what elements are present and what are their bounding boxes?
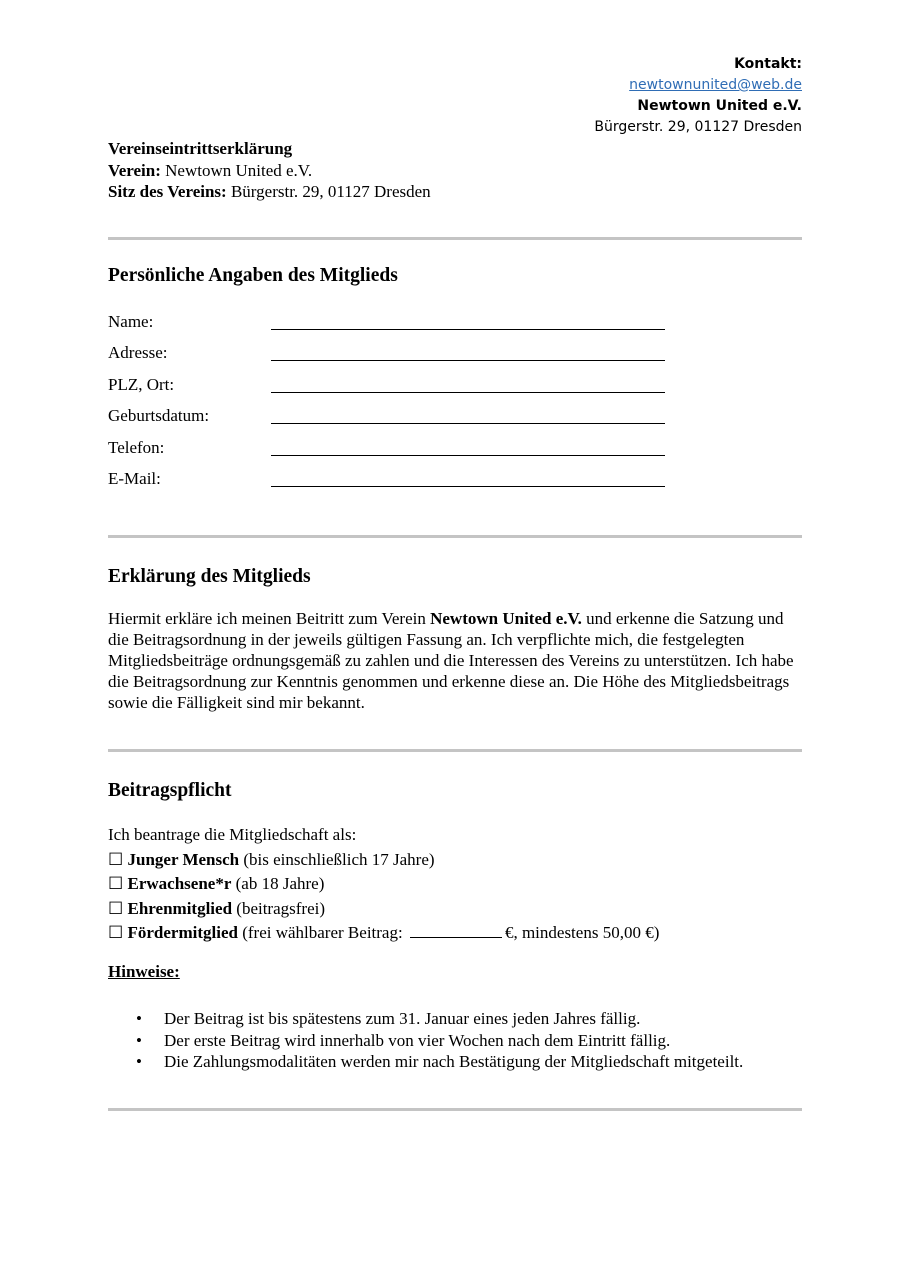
personal-fields xyxy=(108,308,668,496)
option-detail: (beitragsfrei) xyxy=(232,898,326,918)
field-label: Telefon: xyxy=(108,437,165,457)
email-input-line[interactable] xyxy=(271,486,665,487)
personal-heading: Persönliche Angaben des Mitglieds xyxy=(108,265,398,286)
name-input-line[interactable] xyxy=(271,329,665,330)
contact-address: Bürgerstr. 29, 01127 Dresden xyxy=(594,119,802,135)
field-row-email xyxy=(108,465,668,496)
amount-input-line[interactable] xyxy=(410,923,502,938)
contact-email-link[interactable]: newtownunited@web.de xyxy=(629,77,802,93)
list-item xyxy=(108,1008,743,1030)
field-label: PLZ, Ort: xyxy=(108,374,175,394)
bullet-icon: • xyxy=(136,1009,142,1028)
club-value: Newtown United e.V. xyxy=(160,160,313,180)
note-text: Der Beitrag ist bis spätestens zum 31. Januar eines jeden Jahres fällig. xyxy=(164,1009,641,1028)
option-label: Fördermitglied xyxy=(127,923,238,942)
field-label: E-Mail: xyxy=(108,468,161,488)
declaration-club-name: Newtown United e.V. xyxy=(430,609,582,628)
club-label: Verein: xyxy=(108,160,161,180)
option-detail: (bis einschließlich 17 Jahre) xyxy=(239,849,435,869)
option-label: Junger Mensch xyxy=(127,849,240,869)
note-text: Die Zahlungsmodalitäten werden mir nach Bestätigung der Mitgliedschaft mitgeteilt. xyxy=(164,1052,744,1071)
document-header xyxy=(108,138,431,203)
section-divider xyxy=(108,535,802,538)
contribution-options xyxy=(108,823,659,946)
option-detail: (ab 18 Jahre) xyxy=(231,874,325,893)
option-honorary xyxy=(108,897,659,922)
contribution-heading: Beitragspflicht xyxy=(108,780,232,801)
field-label: Geburtsdatum: xyxy=(108,406,210,426)
field-row-address xyxy=(108,339,668,370)
phone-input-line[interactable] xyxy=(271,455,665,456)
section-divider xyxy=(108,1108,802,1111)
option-supporting xyxy=(108,921,659,946)
declaration-heading: Erklärung des Mitglieds xyxy=(108,566,311,587)
bullet-icon: • xyxy=(136,1052,142,1071)
section-divider xyxy=(108,749,802,752)
address-input-line[interactable] xyxy=(271,360,665,361)
field-row-name xyxy=(108,308,668,339)
option-detail-after: €, mindestens 50,00 €) xyxy=(504,923,660,942)
declaration-text-start: Hiermit erkläre ich meinen Beitritt zum Verein xyxy=(108,609,431,628)
list-item xyxy=(108,1030,743,1052)
contact-block xyxy=(594,54,802,138)
contact-label: Kontakt: xyxy=(734,56,802,72)
seat-value: Bürgerstr. 29, 01127 Dresden xyxy=(226,182,431,201)
notes-heading: Hinweise: xyxy=(108,962,180,981)
declaration-text xyxy=(108,608,808,713)
option-label: Erwachsene*r xyxy=(127,874,232,893)
option-detail: (frei wählbarer Beitrag: xyxy=(237,923,403,942)
field-row-birthdate xyxy=(108,402,668,433)
contribution-intro: Ich beantrage die Mitgliedschaft als: xyxy=(108,825,357,844)
option-label: Ehrenmitglied xyxy=(127,898,233,918)
document-title: Vereinseintrittserklärung xyxy=(108,139,293,158)
option-young-person xyxy=(108,848,659,873)
contact-name: Newtown United e.V. xyxy=(637,98,802,114)
field-label: Adresse: xyxy=(108,343,168,363)
section-divider xyxy=(108,237,802,240)
birthdate-input-line[interactable] xyxy=(271,423,665,424)
notes-list xyxy=(108,1008,743,1073)
seat-label: Sitz des Vereins: xyxy=(108,182,227,201)
note-text: Der erste Beitrag wird innerhalb von vier Wochen nach dem Eintritt fällig. xyxy=(164,1030,671,1050)
zip-city-input-line[interactable] xyxy=(271,392,665,393)
field-label: Name: xyxy=(108,312,154,331)
option-adult xyxy=(108,872,659,897)
declaration-text-end: und erkenne die Satzung und die Beitragsordnung in der jeweils gültigen Fassung an. Ich verpflichte mich, die festgelegten Mitgliedsbeiträge ordnungsgemäß zu zahlen und die Interessen des Vereins zu unterstützen. Ich habe die Beitragsordnung zur Kenntnis genommen und erkenne diese an. Die Höhe des Mitgliedsbeitrags sowie die Fälligkeit sind mir bekannt. xyxy=(108,609,794,712)
checkbox-young-person[interactable]: ☐ xyxy=(108,849,124,869)
list-item xyxy=(108,1051,743,1073)
bullet-icon: • xyxy=(136,1030,142,1050)
checkbox-adult[interactable]: ☐ xyxy=(108,874,124,893)
field-row-zip-city xyxy=(108,371,668,402)
field-row-phone xyxy=(108,434,668,465)
checkbox-honorary[interactable]: ☐ xyxy=(108,898,124,918)
checkbox-supporting[interactable]: ☐ xyxy=(108,923,124,942)
